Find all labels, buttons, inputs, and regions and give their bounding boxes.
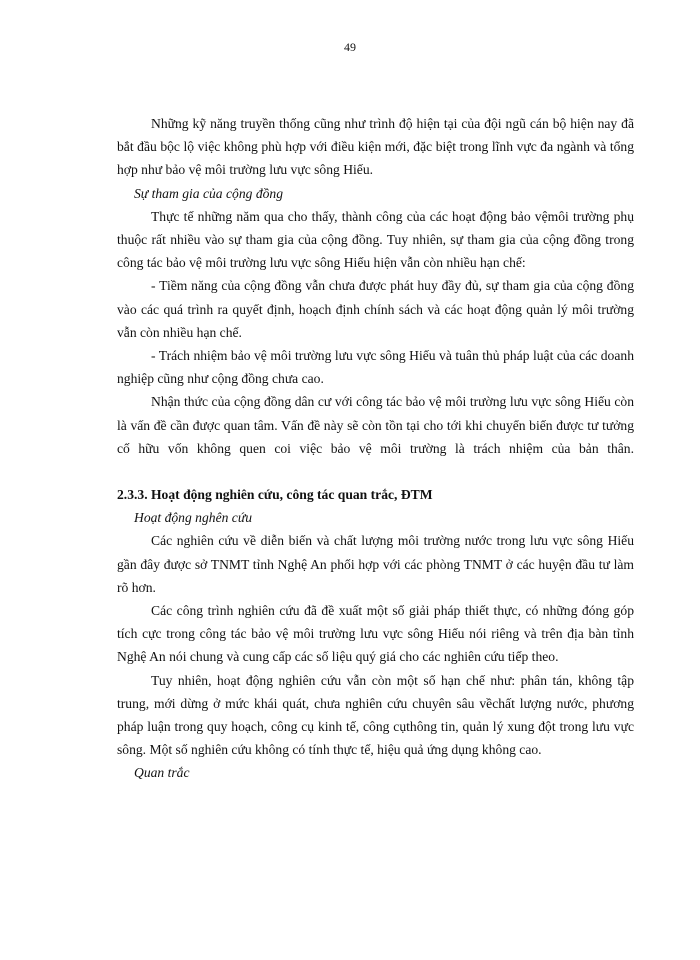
paragraph-research-contributions: Các công trình nghiên cứu đã đề xuất một số giải pháp thiết thực, có những đóng góp tích cực trong công tác bảo vệ môi trường lưu vực sông Hiếu nói riêng và trên địa bàn tỉnh Nghệ An nói chung và cung cấp các số liệu quý giá cho các nghiên cứu tiếp theo. bbox=[117, 603, 634, 665]
subheading-community: Sự tham gia của cộng đồng bbox=[134, 185, 284, 201]
subheading-research: Hoạt động nghên cứu bbox=[134, 510, 253, 526]
paragraph-community-awareness: Nhận thức của cộng đồng dân cư với công tác bảo vệ môi trường lưu vực sông Hiếu còn là vấn đề cần được quan tâm. Vấn đề này sẽ còn tồn tại cho tới khi chuyển biến được tư tưởng cố hữu vốn không quen coi việc bảo vệ môi trường là trách nhiệm của bản thân. bbox=[117, 394, 634, 456]
paragraph-research-limitations: Tuy nhiên, hoạt động nghiên cứu vẫn còn một số hạn chế như: phân tán, không tập trung, mới dừng ở mức khái quát, chưa nghiên cứu chuyên sâu vềchất lượng nước, phương pháp luận trong quy hoạch, công cụ kinh tế, công cụthông tin, quản lý xung đột trong lưu vực sông. Một số nghiên cứu không có tính thực tế, hiệu quả ứng dụng không cao. bbox=[117, 672, 634, 758]
section-heading: 2.3.3. Hoạt động nghiên cứu, công tác quan trắc, ĐTM bbox=[117, 487, 433, 503]
document-body bbox=[117, 112, 634, 785]
paragraph-business-responsibility: - Trách nhiệm bảo vệ môi trường lưu vực sông Hiếu và tuân thủ pháp luật của các doanh nghiệp cũng như cộng đồng chưa cao. bbox=[117, 348, 634, 387]
paragraph-community-potential: - Tiềm năng của cộng đồng vẫn chưa được phát huy đầy đủ, sự tham gia của cộng đồng vào các quá trình ra quyết định, hoạch định chính sách và các hoạt động quản lý môi trường vẫn còn nhiều hạn chế. bbox=[117, 278, 634, 340]
page-number: 49 bbox=[344, 40, 356, 54]
paragraph-staff-skills: Những kỹ năng truyền thống cũng như trình độ hiện tại của đội ngũ cán bộ hiện nay đã bắt đầu bộc lộ việc không phù hợp với điều kiện mới, đặc biệt trong lĩnh vực đa ngành và tổng hợp như bảo vệ môi trường lưu vực sông Hiếu. bbox=[117, 116, 634, 178]
paragraph-community-participation: Thực tế những năm qua cho thấy, thành công của các hoạt động bảo vệmôi trường phụ thuộc rất nhiều vào sự tham gia của cộng đồng. Tuy nhiên, sự tham gia của cộng đồng trong công tác bảo vệ môi trường lưu vực sông Hiếu hiện vẫn còn nhiều hạn chế: bbox=[117, 208, 634, 271]
paragraph-research-water-quality: Các nghiên cứu về diễn biến và chất lượng môi trường nước trong lưu vực sông Hiếu gần đây được sở TNMT tỉnh Nghệ An phối hợp với các phòng TNMT ở các huyện đầu tư làm rõ hơn. bbox=[117, 533, 634, 595]
subheading-monitoring: Quan trắc bbox=[134, 765, 190, 781]
